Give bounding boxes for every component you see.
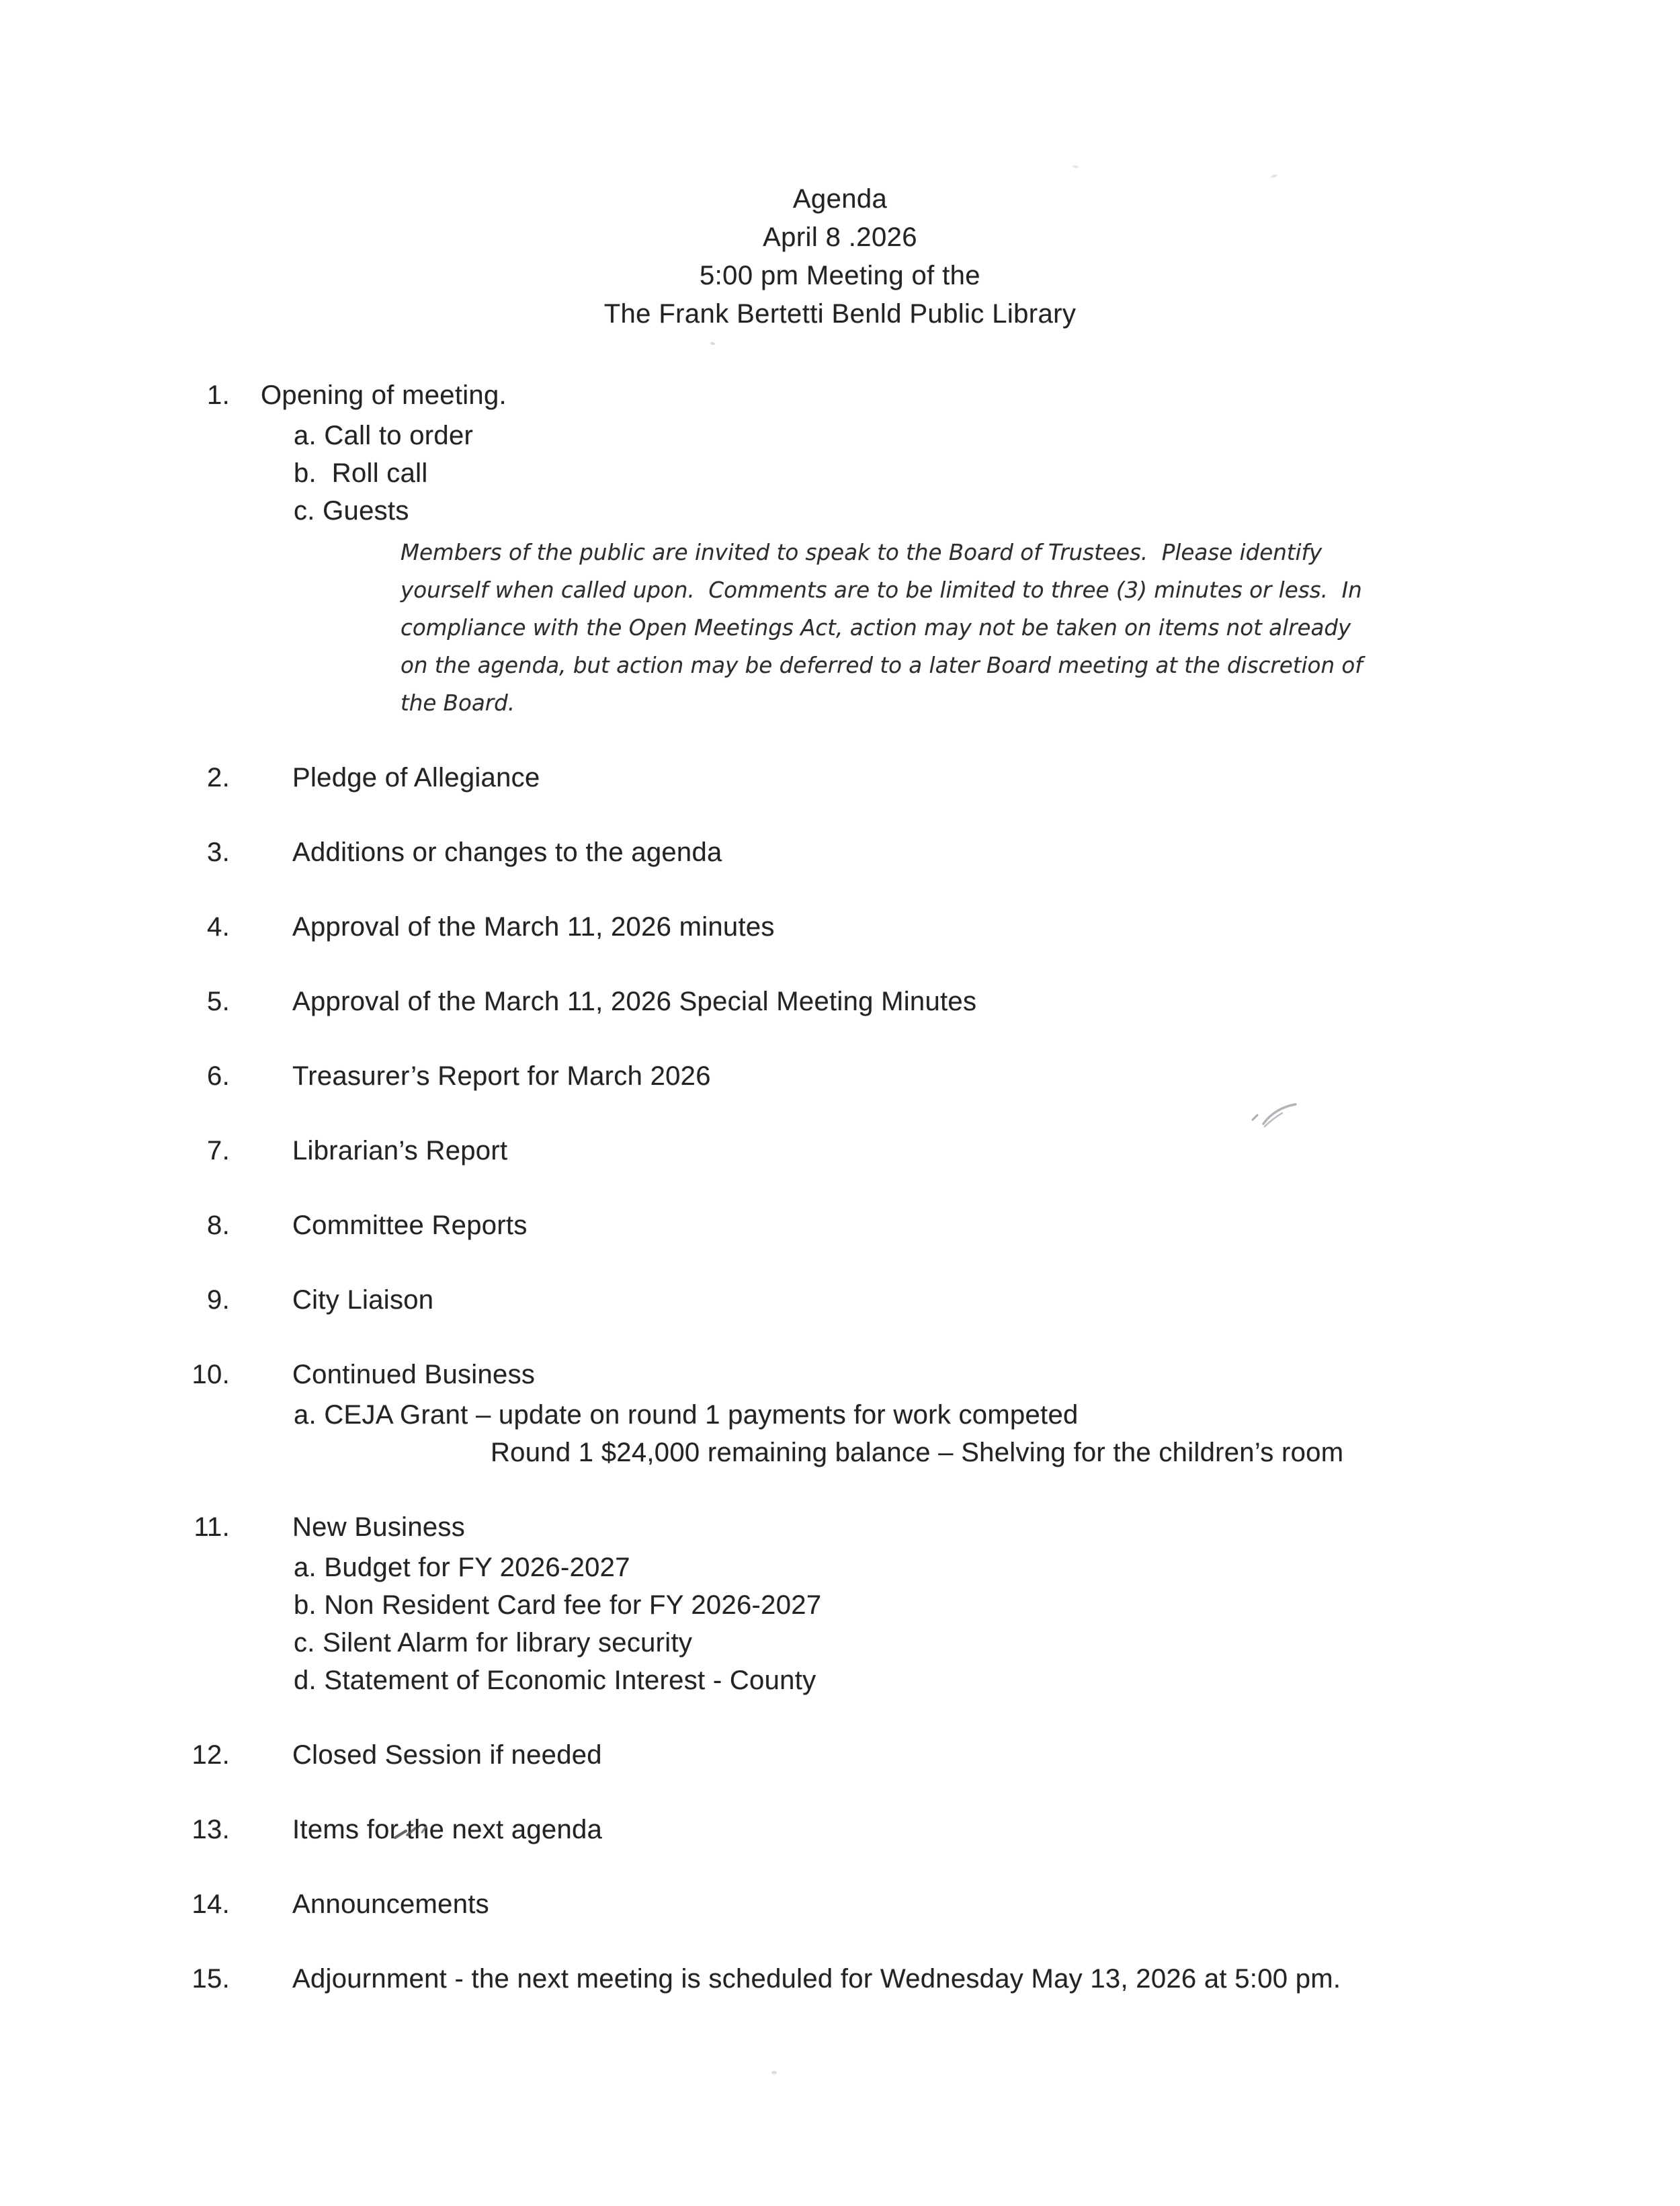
agenda-item (0, 1736, 1680, 1774)
item-number: 7. (207, 1136, 230, 1166)
item-number: 11. (194, 1512, 230, 1542)
agenda-item-row (0, 1811, 1680, 1848)
item-number: 6. (207, 1061, 230, 1091)
sub-item-list (0, 417, 1680, 530)
pencil-scribble-mark (1245, 1097, 1305, 1131)
note-line: compliance with the Open Meetings Act, action may not be taken on items not already (401, 615, 1351, 641)
item-text: Approval of the March 11, 2026 Special Meeting Minutes (292, 987, 977, 1016)
item-number: 9. (207, 1285, 230, 1315)
agenda-item-row (0, 1736, 1680, 1774)
agenda-item-row (0, 908, 1680, 946)
item-number: 4. (207, 912, 230, 942)
item-text: Announcements (292, 1889, 489, 1919)
agenda-sub-item: b. Non Resident Card fee for FY 2026-2027 (294, 1590, 822, 1620)
item-text: Opening of meeting. (261, 380, 507, 410)
agenda-item-row (0, 1508, 1680, 1546)
ink-smudge-under-the (392, 1819, 439, 1842)
title-line: Agenda (792, 184, 888, 214)
item-number: 10. (192, 1360, 230, 1389)
item-text: Adjournment - the next meeting is scheduled for Wednesday May 13, 2026 at 5:00 pm. (292, 1964, 1341, 1994)
sub-item-list (0, 1396, 1680, 1434)
agenda-item-row (0, 983, 1680, 1020)
item-number: 3. (207, 838, 230, 867)
agenda-item-row (0, 1356, 1680, 1393)
agenda-item (0, 376, 1680, 722)
item-number: 8. (207, 1211, 230, 1240)
item-text: Continued Business (292, 1360, 536, 1389)
agenda-item (0, 1057, 1680, 1095)
document-title (0, 0, 1680, 333)
agenda-sub-item: b. Roll call (294, 458, 428, 488)
item-number: 12. (192, 1740, 230, 1770)
item-number: 2. (207, 763, 230, 792)
agenda-item (0, 833, 1680, 871)
agenda-item-row (0, 1960, 1680, 1998)
item-text: City Liaison (292, 1285, 434, 1315)
item-text: Pledge of Allegiance (292, 763, 540, 792)
agenda-sub-item: c. Silent Alarm for library security (294, 1628, 693, 1658)
agenda-item (0, 1811, 1680, 1848)
title-line: The Frank Bertetti Benld Public Library (603, 299, 1077, 329)
agenda-item (0, 1207, 1680, 1244)
note-line: yourself when called upon. Comments are to be limited to three (3) minutes or less. In (401, 577, 1362, 603)
title-line: April 8 .2026 (763, 222, 917, 252)
item-number: 13. (192, 1815, 230, 1844)
sub-item-note: Round 1 $24,000 remaining balance – Shelving for the children’s room (491, 1438, 1344, 1467)
agenda-item (0, 983, 1680, 1020)
title-line: 5:00 pm Meeting of the (700, 261, 980, 290)
agenda-item (0, 1132, 1680, 1170)
agenda-item (0, 759, 1680, 796)
agenda-sub-item: a. CEJA Grant – update on round 1 payments for work competed (294, 1400, 1079, 1430)
agenda-item-row (0, 1132, 1680, 1170)
item-text: Additions or changes to the agenda (292, 838, 722, 867)
agenda-item-row (0, 376, 1680, 414)
item-number: 1. (207, 380, 230, 410)
sub-item-list (0, 1549, 1680, 1699)
agenda-item (0, 1508, 1680, 1699)
item-text: Closed Session if needed (292, 1740, 602, 1770)
agenda-item-row (0, 1281, 1680, 1319)
agenda-item-row (0, 833, 1680, 871)
agenda-sub-item: a. Call to order (294, 421, 474, 450)
agenda-item (0, 1885, 1680, 1923)
item-number: 14. (192, 1889, 230, 1919)
note-line: the Board. (401, 690, 515, 716)
agenda-item (0, 1960, 1680, 1998)
scan-speck (771, 2071, 777, 2074)
agenda-item-row (0, 1885, 1680, 1923)
item-text: Approval of the March 11, 2026 minutes (292, 912, 775, 942)
public-comment-note (401, 534, 1680, 722)
agenda-sub-item: a. Budget for FY 2026-2027 (294, 1553, 630, 1582)
agenda-list (0, 376, 1680, 1998)
agenda-item-row (0, 1207, 1680, 1244)
scan-speck (710, 341, 716, 345)
note-line: on the agenda, but action may be deferred to a later Board meeting at the discretion of (401, 653, 1363, 678)
item-text: New Business (292, 1512, 466, 1542)
item-number: 5. (207, 987, 230, 1016)
item-number: 15. (192, 1964, 230, 1994)
agenda-item (0, 908, 1680, 946)
agenda-sub-item: d. Statement of Economic Interest - County (294, 1666, 816, 1695)
item-text: Items for the next agenda (292, 1815, 603, 1844)
agenda-item-row (0, 759, 1680, 796)
note-line: Members of the public are invited to speak to the Board of Trustees. Please identify (401, 540, 1322, 565)
agenda-item (0, 1356, 1680, 1471)
agenda-item-row (0, 1057, 1680, 1095)
agenda-item (0, 1281, 1680, 1319)
item-text: Treasurer’s Report for March 2026 (292, 1061, 711, 1091)
agenda-sub-item: c. Guests (294, 496, 409, 526)
item-text: Committee Reports (292, 1211, 528, 1240)
item-text: Librarian’s Report (292, 1136, 508, 1166)
